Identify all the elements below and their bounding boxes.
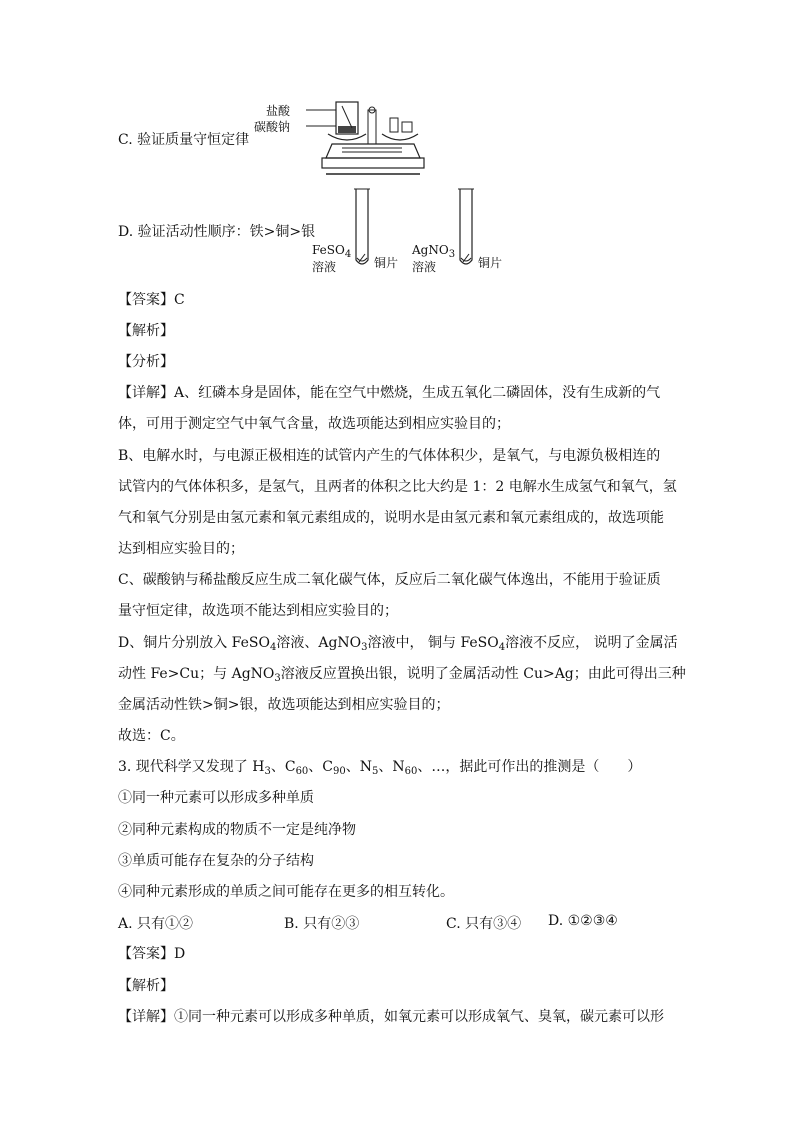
tube1-solution-formula: FeSO$_4$	[312, 243, 352, 260]
statement-item: ①同一种元素可以形成多种单质	[118, 790, 314, 806]
test-tube-2-icon	[458, 188, 474, 270]
analysis-heading: 【解析】	[118, 323, 174, 339]
statement-item: ④同种元素形成的单质之间可能存在更多的相互转化。	[118, 884, 454, 900]
option-d-label: D. 验证活动性顺序：铁>铜>银	[118, 224, 316, 240]
choice-d: D. ①②③④	[548, 913, 618, 929]
fenxi-heading: 【分析】	[118, 354, 174, 370]
tube1-solution-label: 溶液	[312, 260, 337, 274]
choose-line: 故选：C。	[118, 728, 185, 744]
choice-a: A. 只有①②	[118, 916, 194, 932]
choice-b: B. 只有②③	[284, 916, 360, 932]
test-tube-1-icon	[354, 188, 370, 270]
detail-line: 量守恒定律，故选项不能达到相应实验目的；	[118, 603, 398, 619]
detail-line: 体，可用于测定空气中氧气含量，故选项能达到相应实验目的；	[118, 416, 510, 432]
detail-line: 气和氧气分别是由氢元素和氧元素组成的，说明水是由氢元素和氧元素组成的，故选项能	[118, 510, 664, 526]
detail-line-d1: D、铜片分别放入 FeSO$_4$溶液、AgNO$_3$溶液中， 铜与 FeSO$_4$溶液不反应， 说明了金属活	[118, 635, 678, 653]
detail-line-d2: 动性 Fe>Cu；与 AgNO$_3$溶液反应置换出银，说明了金属活动性 Cu>Ag；由此可得出三种	[118, 666, 686, 684]
balance-icon	[292, 96, 432, 178]
question-3-stem: 3. 现代科学又发现了 $H_3$、$C_{60}$、$C_{90}$、$N_5$、$N_{60}$、…，据此可作出的推测是（ ）	[118, 759, 642, 777]
detail-line: 【详解】A、红磷本身是固体，能在空气中燃烧，生成五氧化二磷固体，没有生成新的气	[118, 385, 661, 401]
statement-item: ③单质可能存在复杂的分子结构	[118, 853, 314, 869]
detail-line: 【详解】①同一种元素可以形成多种单质，如氧元素可以形成氧气、臭氧，碳元素可以形	[118, 1009, 664, 1025]
answer-heading: 【答案】C	[118, 292, 185, 308]
statement-item: ②同种元素构成的物质不一定是纯净物	[118, 822, 356, 838]
detail-line: 达到相应实验目的；	[118, 541, 244, 557]
label-hydrochloric-acid: 盐酸	[266, 104, 291, 118]
detail-line: B、电解水时，与电源正极相连的试管内产生的气体体积少，是氧气，与电源负极相连的	[118, 448, 661, 464]
tube2-solution-formula: AgNO$_3$	[412, 243, 456, 260]
tube2-solution-label: 溶液	[412, 260, 437, 274]
detail-line-d3: 金属活动性铁>铜>银，故选项能达到相应实验目的；	[118, 697, 450, 713]
tube2-copper-label: 铜片	[478, 256, 503, 270]
tube1-copper-label: 铜片	[374, 256, 399, 270]
detail-line: C、碳酸钠与稀盐酸反应生成二氧化碳气体，反应后二氧化碳气体逸出，不能用于验证质	[118, 572, 661, 588]
analysis-heading: 【解析】	[118, 978, 174, 994]
option-c-label: C. 验证质量守恒定律	[118, 132, 250, 148]
detail-line: 试管内的气体体积多，是氢气，且两者的体积之比大约是 1：2 电解水生成氢气和氧气，氢	[118, 479, 677, 495]
choice-c: C. 只有③④	[446, 916, 522, 932]
answer-heading: 【答案】D	[118, 946, 186, 962]
label-sodium-carbonate: 碳酸钠	[254, 120, 291, 134]
